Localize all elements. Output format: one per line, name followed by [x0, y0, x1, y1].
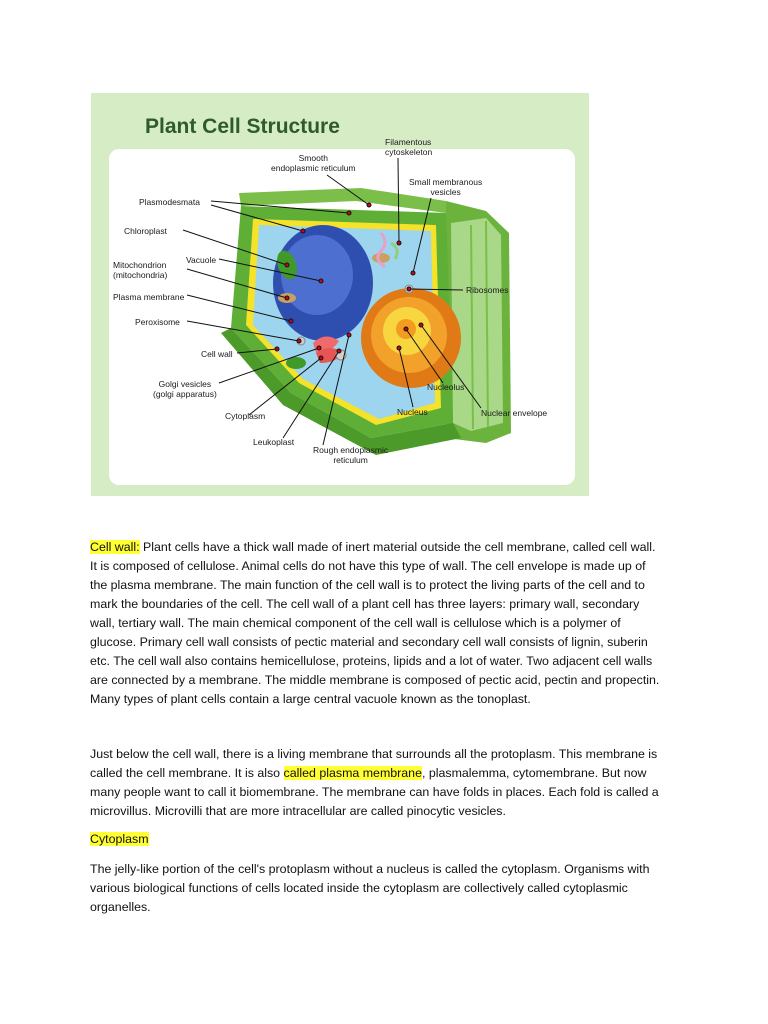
label-plasmodesmata: Plasmodesmata: [139, 197, 200, 207]
cytoplasm-line: organelles.: [90, 900, 151, 914]
plant-cell-figure: [91, 93, 589, 496]
cell-wall-line: are connected by a membrane. The middle membrane is composed of pectic acid, pectin and propectin.: [90, 673, 660, 687]
cytoplasm-heading: Cytoplasm: [90, 832, 149, 846]
cell-wall-paragraph: [90, 538, 680, 709]
cell-wall-line: Plant cells have a thick wall made of inert material outside the cell membrane, called cell wall.: [139, 540, 656, 554]
plasma-membrane-line: microvillus. Microvilli that are more intracellular are called pinocytic vesicles.: [90, 804, 506, 818]
cytoplasm-line: various biological functions of cells located inside the cytoplasm are collectively called cytoplasmic: [90, 881, 628, 895]
cell-wall-line: glucose. Primary cell wall consists of pectic material and secondary cell wall consists of lignin, suberin: [90, 635, 648, 649]
cytoplasm-paragraph: [90, 860, 680, 917]
label-nucleus: Nucleus: [397, 407, 428, 417]
label-nucleolus: Nucleolus: [427, 382, 465, 392]
label-cell-wall: Cell wall: [201, 349, 233, 359]
cytoplasm-line: The jelly-like portion of the cell's protoplasm without a nucleus is called the cytoplasm. Organisms with: [90, 862, 650, 876]
label-smooth-er: Smooth endoplasmic reticulum: [271, 153, 356, 173]
label-ribosomes: Ribosomes: [466, 285, 509, 295]
plasma-membrane-line: Just below the cell wall, there is a living membrane that surrounds all the protoplasm. This membrane is: [90, 747, 658, 761]
label-vacuole: Vacuole: [186, 255, 217, 265]
label-rough-er: Rough endoplasmic reticulum: [313, 445, 389, 465]
plasma-membrane-line: , plasmalemma, cytomembrane. But now: [421, 766, 647, 780]
label-chloroplast: Chloroplast: [124, 226, 167, 236]
label-plasma-membrane: Plasma membrane: [113, 292, 185, 302]
cell-wall-line: It is composed of cellulose. Animal cells do not have this type of wall. The cell envelope is made up of: [90, 559, 646, 573]
plasma-membrane-paragraph: [90, 745, 680, 821]
plasma-membrane-line: called the cell membrane. It is also: [90, 766, 284, 780]
label-small-membranous-vesicles: Small membranous vesicles: [409, 177, 483, 197]
label-golgi: Golgi vesicles (golgi apparatus): [153, 379, 217, 399]
label-nuclear-envelope: Nuclear envelope: [481, 408, 548, 418]
cell-wall-line: wall, tertiary wall. The main chemical component of the cell wall is cellulose which is a polymer of: [90, 616, 621, 630]
label-leukoplast: Leukoplast: [253, 437, 295, 447]
cell-wall-line: mark the boundaries of the cell. The cell wall of a plant cell has three layers: primary wall, secondary: [90, 597, 640, 611]
cell-wall-line: the plasma membrane. The main function of the cell wall is to protect the living parts of the cell and to: [90, 578, 645, 592]
label-peroxisome: Peroxisome: [135, 317, 180, 327]
label-cytoplasm: Cytoplasm: [225, 411, 266, 421]
cytoplasm-heading-line: [90, 830, 680, 849]
plasma-membrane-line: many people want to call it biomembrane. The membrane can have folds in places. Each fold is called a: [90, 785, 659, 799]
label-mitochondrion: Mitochondrion (mitochondria): [113, 260, 168, 280]
cell-wall-line: Many types of plant cells contain a large central vacuole known as the tonoplast.: [90, 692, 531, 706]
label-filamentous-cytoskeleton: Filamentous cytoskeleton: [385, 137, 433, 157]
cell-wall-heading: Cell wall:: [90, 540, 140, 554]
cell-wall-line: etc. The cell wall also contains hemicellulose, proteins, lipids and a lot of water. Two adjacent cell walls: [90, 654, 653, 668]
figure-title: Plant Cell Structure: [145, 115, 340, 138]
plasma-membrane-highlight: called plasma membrane: [283, 766, 422, 780]
